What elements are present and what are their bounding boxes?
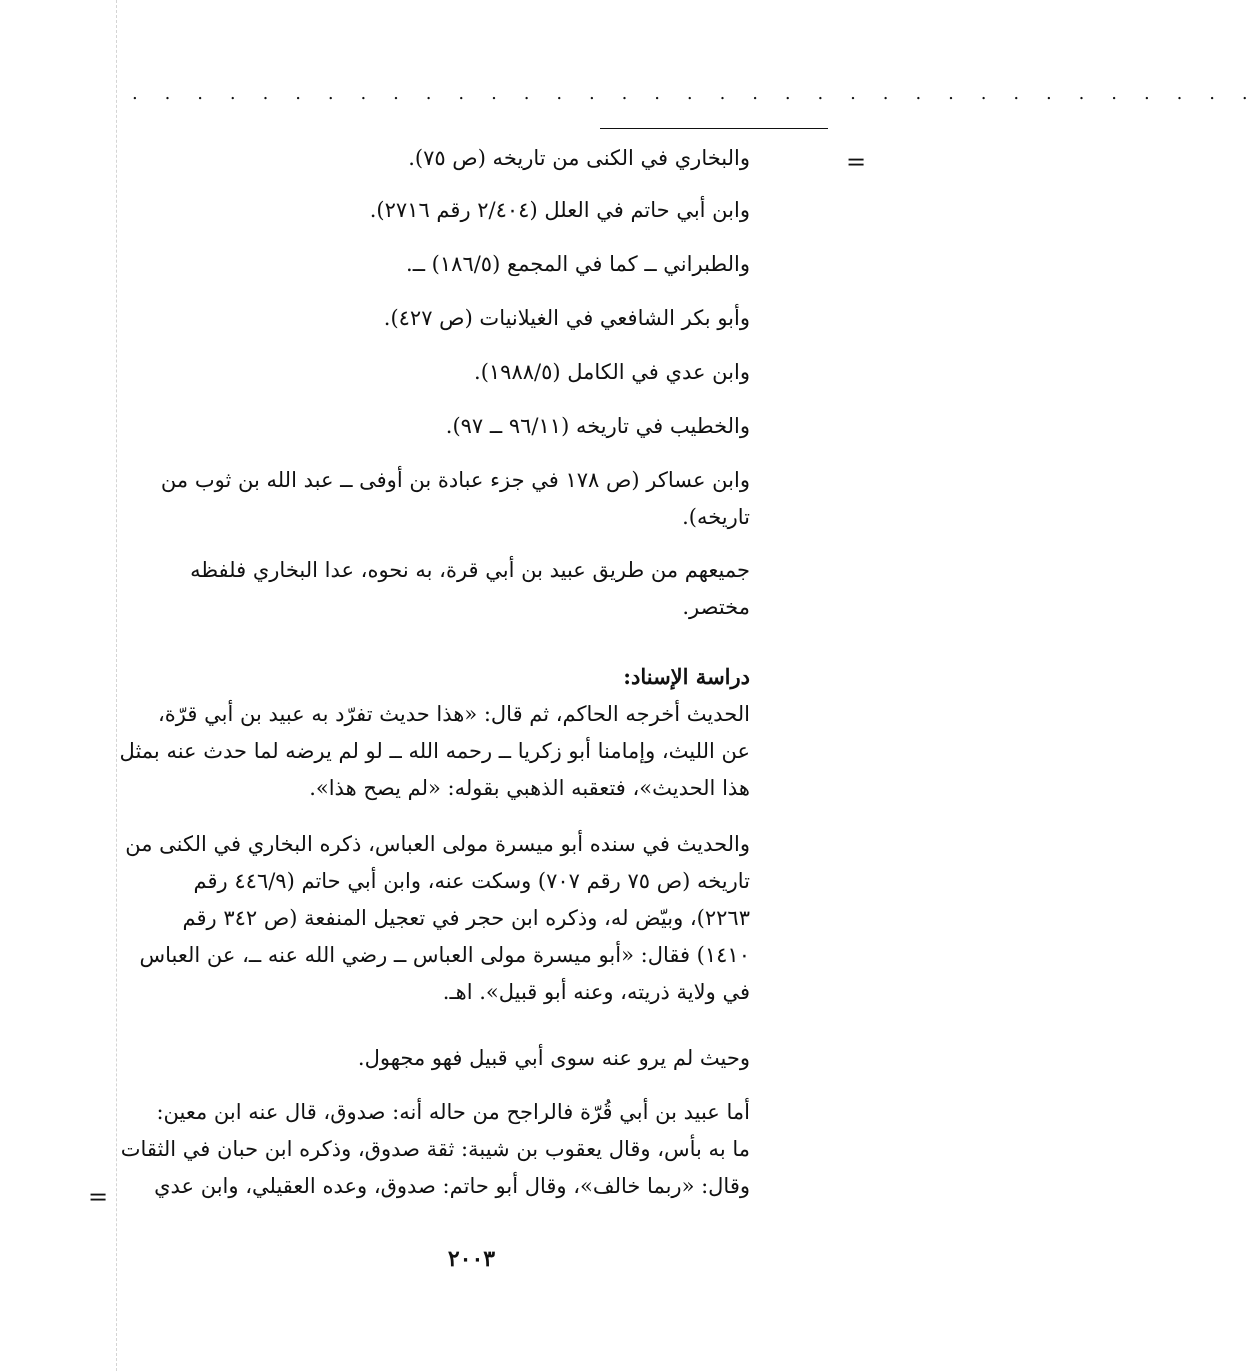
paragraph-maysara: والحديث في سنده أبو ميسرة مولى العباس، ذكره البخاري في الكنى من تاريخه (ص ٧٥ رقم ٧٠٧) وسكت عنه، وابن أبي حاتم (٤٤٦/٩ رقم ٢٢٦٣)، وبيّض له، وذكره ابن حجر في تعجيل المنفعة (ص ٣٤٢ رقم ١٤١٠) فقال: «أبو ميسرة مولى العباس ــ رضي الله عنه ــ، عن العباس في ولاية ذريته، وعنه أبو قبيل». اهـ. — [125, 832, 750, 1004]
paragraph-hakim: الحديث أخرجه الحاكم، ثم قال: «هذا حديث تفرّد به عبيد بن أبي قرّة، عن الليث، وإمامنا أبو زكريا ــ رحمه الله ــ لو لم يرضه لما حدث عنه بمثل هذا الحديث»، فتعقبه الذهبي بقوله: «لم يصح هذا». — [119, 702, 750, 800]
footnote-line: والخطيب في تاريخه (٩٦/١١ ــ ٩٧). — [445, 414, 750, 438]
paragraph-jamiuhum: جميعهم من طريق عبيد بن أبي قرة، به نحوه، عدا البخاري فلفظه مختصر. — [190, 558, 750, 619]
page-edge-dashed-line — [116, 0, 117, 1371]
footnote-line: وابن عدي في الكامل (١٩٨٨/٥). — [474, 360, 750, 384]
footnote-line: وابن أبي حاتم في العلل (٢/٤٠٤ رقم ٢٧١٦). — [369, 198, 750, 222]
footnote-rule — [600, 128, 828, 129]
section-heading: دراسة الإسناد: — [623, 664, 750, 689]
paragraph-majhul: وحيث لم يرو عنه سوى أبي قبيل فهو مجهول. — [357, 1046, 750, 1070]
footnote-line: والطبراني ــ كما في المجمع (١٨٦/٥) ــ. — [406, 252, 750, 276]
page-number: ٢٠٠٣ — [447, 1246, 496, 1272]
footnote-line: والبخاري في الكنى من تاريخه (ص ٧٥). — [408, 146, 750, 170]
dotted-separator: . . . . . . . . . . . . . . . . . . . . . . . . . . . . . . . . . . . — [132, 83, 1258, 104]
continuation-mark-bottom: = — [88, 1183, 109, 1211]
paragraph-asakir: وابن عساكر (ص ١٧٨ في جزء عبادة بن أوفى ــ عبد الله بن ثوب من تاريخه). — [160, 468, 750, 529]
footnote-line: وأبو بكر الشافعي في الغيلانيات (ص ٤٢٧). — [383, 306, 750, 330]
continuation-mark-top: = — [846, 148, 867, 176]
paragraph-ubaid: أما عبيد بن أبي قُرّة فالراجح من حاله أنه: صدوق، قال عنه ابن معين: ما به بأس، وقال يعقوب بن شيبة: ثقة صدوق، وذكره ابن حبان في الثقات وقال: «ربما خالف»، وقال أبو حاتم: صدوق، وعده العقيلي، وابن عدي — [120, 1100, 750, 1198]
